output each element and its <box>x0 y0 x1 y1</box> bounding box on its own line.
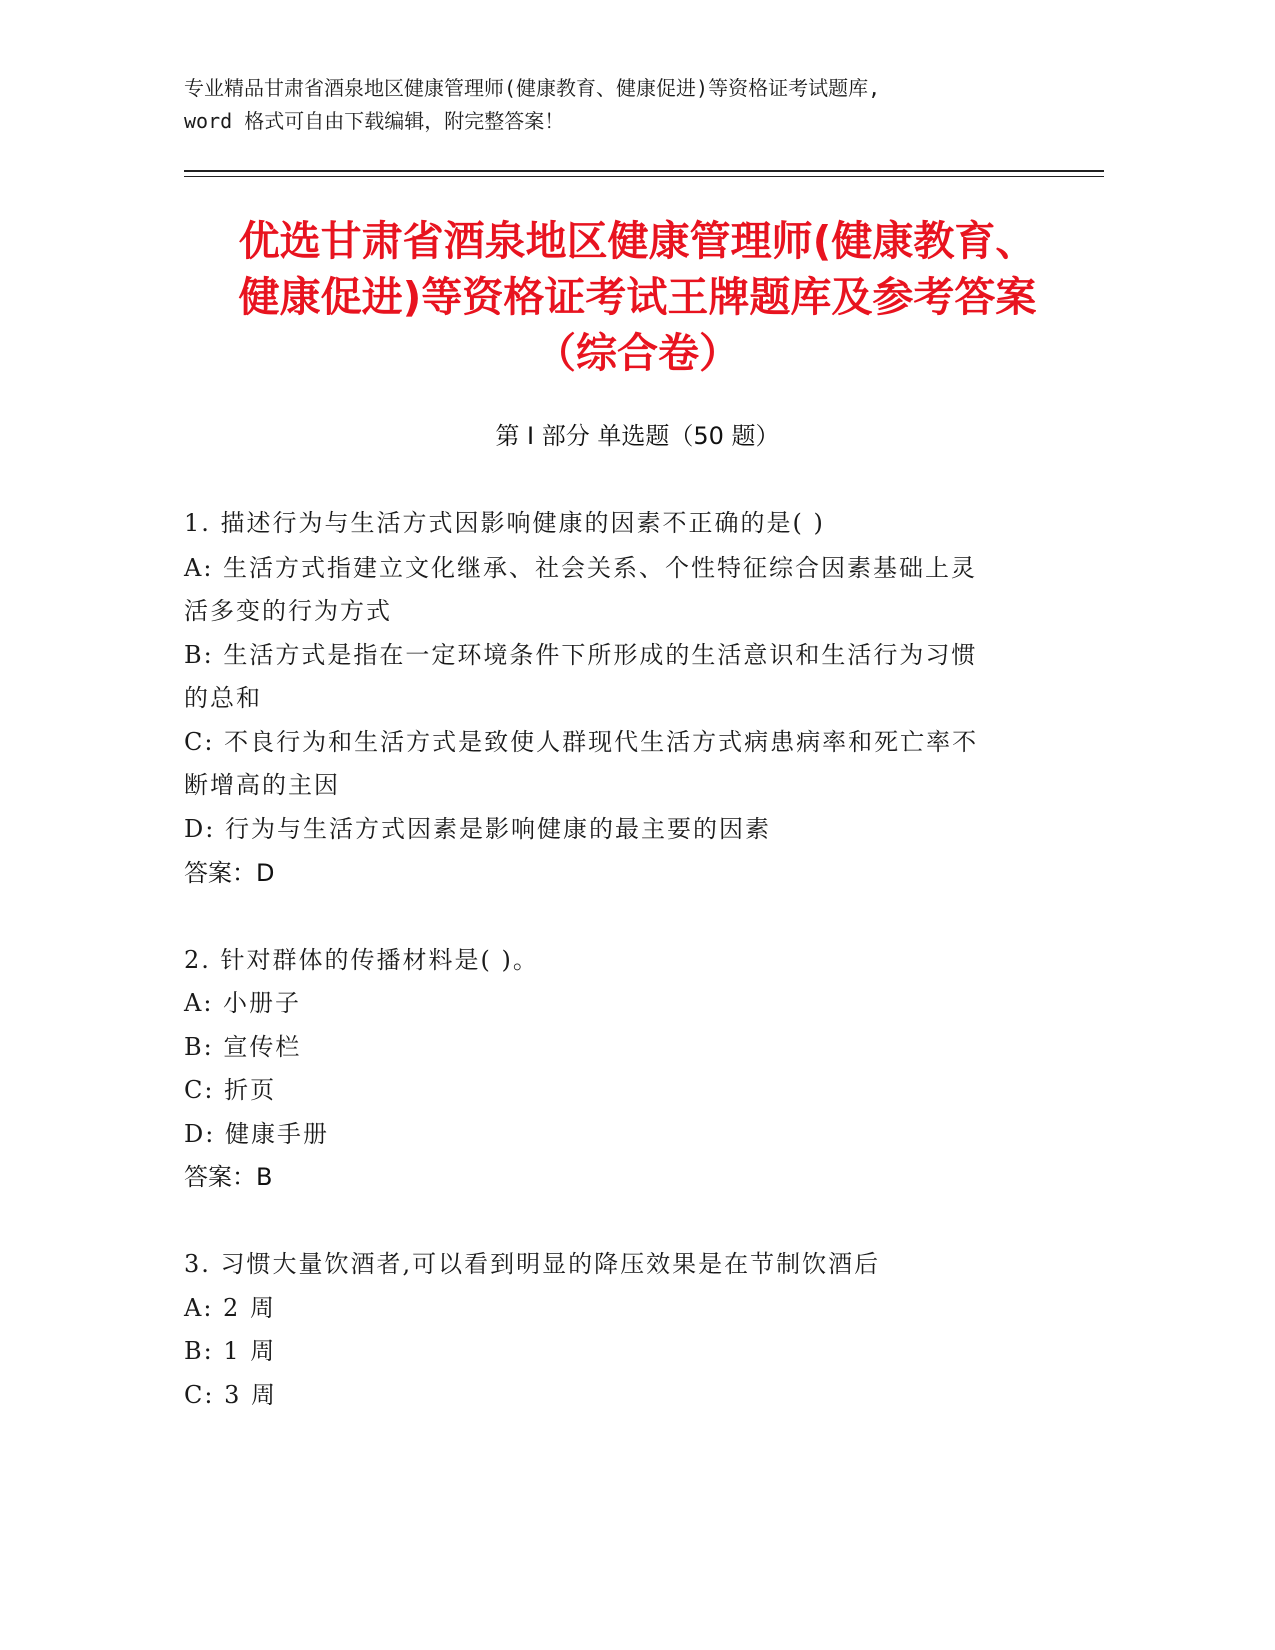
document-title <box>160 213 1115 381</box>
header-rule-thin <box>184 176 1104 177</box>
question-1-answer: 答案：D <box>184 859 275 887</box>
question-1-option-b: B: 生活方式是指在一定环境条件下所形成的生活意识和生活行为习惯 <box>184 641 978 669</box>
question-2-stem: 2. 针对群体的传播材料是( )。 <box>184 946 539 974</box>
question-2-option-b: B: 宣传栏 <box>184 1033 302 1061</box>
header-note-line-2: word 格式可自由下载编辑，附完整答案！ <box>184 109 565 133</box>
header-note-line-1: 专业精品甘肃省酒泉地区健康管理师(健康教育、健康促进)等资格证考试题库, <box>184 76 881 100</box>
question-1-stem: 1. 描述行为与生活方式因影响健康的因素不正确的是( ) <box>184 509 825 537</box>
document-title-line-3: （综合卷） <box>535 329 740 377</box>
question-3-option-b: B: 1 周 <box>184 1337 277 1365</box>
question-2-option-a: A: 小册子 <box>184 989 302 1017</box>
document-title-line-2: 健康促进)等资格证考试王牌题库及参考答案 <box>238 273 1037 321</box>
question-2-answer: 答案：B <box>184 1163 273 1191</box>
document-title-line-1: 优选甘肃省酒泉地区健康管理师(健康教育、 <box>238 217 1037 265</box>
question-1-option-d: D: 行为与生活方式因素是影响健康的最主要的因素 <box>184 815 771 843</box>
question-2-option-c: C: 折页 <box>184 1076 277 1104</box>
header-rule-thick <box>184 170 1104 172</box>
question-1-option-b-cont: 的总和 <box>184 684 262 712</box>
question-1-option-c: C: 不良行为和生活方式是致使人群现代生活方式病患病率和死亡率不 <box>184 728 979 756</box>
question-3-stem: 3. 习惯大量饮酒者,可以看到明显的降压效果是在节制饮酒后 <box>184 1250 881 1278</box>
header-note <box>184 72 1104 138</box>
question-2-option-d: D: 健康手册 <box>184 1120 329 1148</box>
question-3-option-c: C: 3 周 <box>184 1381 277 1409</box>
question-1-option-a-cont: 活多变的行为方式 <box>184 597 392 625</box>
section-heading: 第 I 部分 单选题（50 题） <box>495 422 780 450</box>
question-1-option-c-cont: 断增高的主因 <box>184 771 340 799</box>
question-1-option-a: A: 生活方式指建立文化继承、社会关系、个性特征综合因素基础上灵 <box>184 554 978 582</box>
question-3-option-a: A: 2 周 <box>184 1294 276 1322</box>
